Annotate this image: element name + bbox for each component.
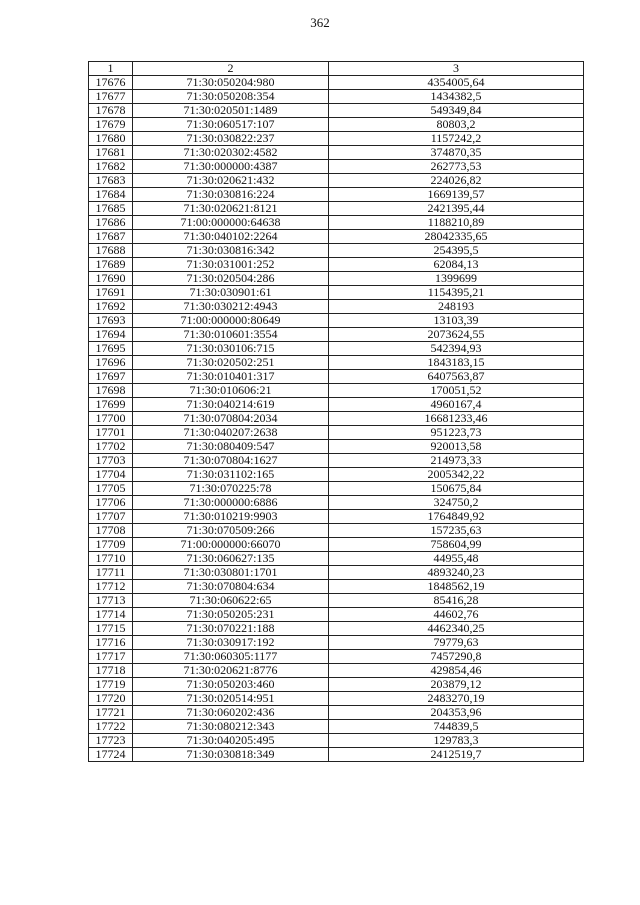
value-cell: 2073624,55 xyxy=(329,328,584,342)
cadastral-number-cell: 71:30:070804:2034 xyxy=(133,412,329,426)
table-row xyxy=(89,482,584,496)
cadastral-number-cell: 71:30:000000:6886 xyxy=(133,496,329,510)
value-cell: 542394,93 xyxy=(329,342,584,356)
value-cell: 2005342,22 xyxy=(329,468,584,482)
page-number: 362 xyxy=(310,15,330,30)
row-number-cell: 17699 xyxy=(89,398,133,412)
value-cell: 2483270,19 xyxy=(329,692,584,706)
cadastral-number-cell: 71:30:070509:266 xyxy=(133,524,329,538)
row-number-cell: 17678 xyxy=(89,104,133,118)
value-cell: 28042335,65 xyxy=(329,230,584,244)
column-header-2: 2 xyxy=(133,62,329,76)
table-body xyxy=(89,76,584,762)
value-cell: 16681233,46 xyxy=(329,412,584,426)
row-number-cell: 17724 xyxy=(89,748,133,762)
value-cell: 262773,53 xyxy=(329,160,584,174)
cadastral-number-cell: 71:30:060627:135 xyxy=(133,552,329,566)
table-row xyxy=(89,174,584,188)
cadastral-number-cell: 71:30:060622:65 xyxy=(133,594,329,608)
row-number-cell: 17690 xyxy=(89,272,133,286)
row-number-cell: 17701 xyxy=(89,426,133,440)
table-row xyxy=(89,328,584,342)
cadastral-number-cell: 71:30:020302:4582 xyxy=(133,146,329,160)
row-number-cell: 17687 xyxy=(89,230,133,244)
value-cell: 44955,48 xyxy=(329,552,584,566)
table-row xyxy=(89,734,584,748)
row-number-cell: 17694 xyxy=(89,328,133,342)
table-row xyxy=(89,664,584,678)
cadastral-number-cell: 71:00:000000:80649 xyxy=(133,314,329,328)
row-number-cell: 17721 xyxy=(89,706,133,720)
value-cell: 129783,3 xyxy=(329,734,584,748)
row-number-cell: 17700 xyxy=(89,412,133,426)
table-row xyxy=(89,748,584,762)
row-number-cell: 17693 xyxy=(89,314,133,328)
table-row xyxy=(89,300,584,314)
table-row xyxy=(89,132,584,146)
row-number-cell: 17683 xyxy=(89,174,133,188)
table-row xyxy=(89,272,584,286)
cadastral-number-cell: 71:30:020621:8121 xyxy=(133,202,329,216)
table-row xyxy=(89,650,584,664)
cadastral-number-cell: 71:30:070804:1627 xyxy=(133,454,329,468)
table-header xyxy=(89,62,584,76)
cadastral-number-cell: 71:30:020502:251 xyxy=(133,356,329,370)
table-row xyxy=(89,244,584,258)
table-row xyxy=(89,90,584,104)
column-header-1: 1 xyxy=(89,62,133,76)
cadastral-number-cell: 71:30:030901:61 xyxy=(133,286,329,300)
cadastral-number-cell: 71:30:030816:224 xyxy=(133,188,329,202)
cadastral-number-cell: 71:30:040205:495 xyxy=(133,734,329,748)
cadastral-number-cell: 71:30:030212:4943 xyxy=(133,300,329,314)
cadastral-number-cell: 71:30:050204:980 xyxy=(133,76,329,90)
value-cell: 6407563,87 xyxy=(329,370,584,384)
table-row xyxy=(89,496,584,510)
table-row xyxy=(89,454,584,468)
row-number-cell: 17715 xyxy=(89,622,133,636)
cadastral-number-cell: 71:30:030816:342 xyxy=(133,244,329,258)
table-row xyxy=(89,608,584,622)
cadastral-number-cell: 71:30:030822:237 xyxy=(133,132,329,146)
table-row xyxy=(89,468,584,482)
row-number-cell: 17688 xyxy=(89,244,133,258)
row-number-cell: 17707 xyxy=(89,510,133,524)
value-cell: 1157242,2 xyxy=(329,132,584,146)
row-number-cell: 17682 xyxy=(89,160,133,174)
table-row xyxy=(89,566,584,580)
row-number-cell: 17716 xyxy=(89,636,133,650)
table-row xyxy=(89,524,584,538)
value-cell: 1434382,5 xyxy=(329,90,584,104)
table-row xyxy=(89,538,584,552)
table-row xyxy=(89,230,584,244)
row-number-cell: 17680 xyxy=(89,132,133,146)
cadastral-number-cell: 71:30:031001:252 xyxy=(133,258,329,272)
value-cell: 1669139,57 xyxy=(329,188,584,202)
table-row xyxy=(89,594,584,608)
row-number-cell: 17698 xyxy=(89,384,133,398)
row-number-cell: 17717 xyxy=(89,650,133,664)
table-row xyxy=(89,692,584,706)
table-row xyxy=(89,258,584,272)
row-number-cell: 17723 xyxy=(89,734,133,748)
row-number-cell: 17706 xyxy=(89,496,133,510)
table-row xyxy=(89,580,584,594)
cadastral-number-cell: 71:00:000000:66070 xyxy=(133,538,329,552)
cadastral-number-cell: 71:30:070804:634 xyxy=(133,580,329,594)
value-cell: 4960167,4 xyxy=(329,398,584,412)
table-row xyxy=(89,440,584,454)
value-cell: 204353,96 xyxy=(329,706,584,720)
value-cell: 744839,5 xyxy=(329,720,584,734)
value-cell: 1399699 xyxy=(329,272,584,286)
table-row xyxy=(89,384,584,398)
table-row xyxy=(89,356,584,370)
cadastral-number-cell: 71:00:000000:64638 xyxy=(133,216,329,230)
column-header-3: 3 xyxy=(329,62,584,76)
row-number-cell: 17689 xyxy=(89,258,133,272)
row-number-cell: 17697 xyxy=(89,370,133,384)
value-cell: 79779,63 xyxy=(329,636,584,650)
cadastral-number-cell: 71:30:020621:432 xyxy=(133,174,329,188)
value-cell: 203879,12 xyxy=(329,678,584,692)
value-cell: 80803,2 xyxy=(329,118,584,132)
value-cell: 374870,35 xyxy=(329,146,584,160)
cadastral-number-cell: 71:30:030818:349 xyxy=(133,748,329,762)
table-row xyxy=(89,706,584,720)
value-cell: 920013,58 xyxy=(329,440,584,454)
value-cell: 4893240,23 xyxy=(329,566,584,580)
table-row xyxy=(89,636,584,650)
table-row xyxy=(89,286,584,300)
value-cell: 951223,73 xyxy=(329,426,584,440)
value-cell: 248193 xyxy=(329,300,584,314)
value-cell: 150675,84 xyxy=(329,482,584,496)
cadastral-number-cell: 71:30:020514:951 xyxy=(133,692,329,706)
table-row xyxy=(89,160,584,174)
value-cell: 157235,63 xyxy=(329,524,584,538)
table-row xyxy=(89,678,584,692)
cadastral-number-cell: 71:30:060517:107 xyxy=(133,118,329,132)
row-number-cell: 17681 xyxy=(89,146,133,160)
value-cell: 13103,39 xyxy=(329,314,584,328)
value-cell: 62084,13 xyxy=(329,258,584,272)
table-row xyxy=(89,342,584,356)
cadastral-number-cell: 71:30:030917:192 xyxy=(133,636,329,650)
value-cell: 224026,82 xyxy=(329,174,584,188)
table-row xyxy=(89,76,584,90)
row-number-cell: 17696 xyxy=(89,356,133,370)
row-number-cell: 17695 xyxy=(89,342,133,356)
row-number-cell: 17685 xyxy=(89,202,133,216)
table-row xyxy=(89,188,584,202)
cadastral-number-cell: 71:30:010219:9903 xyxy=(133,510,329,524)
table-row xyxy=(89,552,584,566)
cadastral-number-cell: 71:30:070225:78 xyxy=(133,482,329,496)
value-cell: 549349,84 xyxy=(329,104,584,118)
row-number-cell: 17692 xyxy=(89,300,133,314)
cadastral-number-cell: 71:30:031102:165 xyxy=(133,468,329,482)
value-cell: 324750,2 xyxy=(329,496,584,510)
row-number-cell: 17720 xyxy=(89,692,133,706)
value-cell: 44602,76 xyxy=(329,608,584,622)
value-cell: 2421395,44 xyxy=(329,202,584,216)
value-cell: 254395,5 xyxy=(329,244,584,258)
cadastral-number-cell: 71:30:030801:1701 xyxy=(133,566,329,580)
row-number-cell: 17711 xyxy=(89,566,133,580)
data-table xyxy=(88,61,584,762)
row-number-cell: 17691 xyxy=(89,286,133,300)
table-row xyxy=(89,146,584,160)
value-cell: 4462340,25 xyxy=(329,622,584,636)
row-number-cell: 17712 xyxy=(89,580,133,594)
cadastral-number-cell: 71:30:010401:317 xyxy=(133,370,329,384)
table-row xyxy=(89,216,584,230)
row-number-cell: 17719 xyxy=(89,678,133,692)
row-number-cell: 17710 xyxy=(89,552,133,566)
cadastral-number-cell: 71:30:010606:21 xyxy=(133,384,329,398)
value-cell: 758604,99 xyxy=(329,538,584,552)
cadastral-number-cell: 71:30:040102:2264 xyxy=(133,230,329,244)
value-cell: 7457290,8 xyxy=(329,650,584,664)
value-cell: 1764849,92 xyxy=(329,510,584,524)
cadastral-number-cell: 71:30:040207:2638 xyxy=(133,426,329,440)
row-number-cell: 17708 xyxy=(89,524,133,538)
table-row xyxy=(89,622,584,636)
cadastral-number-cell: 71:30:050205:231 xyxy=(133,608,329,622)
cadastral-number-cell: 71:30:000000:4387 xyxy=(133,160,329,174)
value-cell: 1154395,21 xyxy=(329,286,584,300)
row-number-cell: 17718 xyxy=(89,664,133,678)
cadastral-number-cell: 71:30:050203:460 xyxy=(133,678,329,692)
value-cell: 2412519,7 xyxy=(329,748,584,762)
row-number-cell: 17686 xyxy=(89,216,133,230)
table-row xyxy=(89,118,584,132)
cadastral-number-cell: 71:30:060202:436 xyxy=(133,706,329,720)
row-number-cell: 17704 xyxy=(89,468,133,482)
row-number-cell: 17702 xyxy=(89,440,133,454)
cadastral-number-cell: 71:30:060305:1177 xyxy=(133,650,329,664)
header-row xyxy=(89,62,584,76)
cadastral-number-cell: 71:30:050208:354 xyxy=(133,90,329,104)
value-cell: 170051,52 xyxy=(329,384,584,398)
row-number-cell: 17713 xyxy=(89,594,133,608)
table-row xyxy=(89,370,584,384)
value-cell: 1188210,89 xyxy=(329,216,584,230)
table-row xyxy=(89,202,584,216)
cadastral-number-cell: 71:30:030106:715 xyxy=(133,342,329,356)
table-row xyxy=(89,510,584,524)
row-number-cell: 17684 xyxy=(89,188,133,202)
row-number-cell: 17705 xyxy=(89,482,133,496)
table-row xyxy=(89,720,584,734)
table-row xyxy=(89,104,584,118)
row-number-cell: 17714 xyxy=(89,608,133,622)
value-cell: 429854,46 xyxy=(329,664,584,678)
row-number-cell: 17679 xyxy=(89,118,133,132)
cadastral-number-cell: 71:30:020621:8776 xyxy=(133,664,329,678)
table-row xyxy=(89,398,584,412)
table-row xyxy=(89,412,584,426)
cadastral-number-cell: 71:30:020504:286 xyxy=(133,272,329,286)
cadastral-number-cell: 71:30:010601:3554 xyxy=(133,328,329,342)
value-cell: 1848562,19 xyxy=(329,580,584,594)
value-cell: 85416,28 xyxy=(329,594,584,608)
value-cell: 214973,33 xyxy=(329,454,584,468)
table-row xyxy=(89,314,584,328)
cadastral-number-cell: 71:30:080409:547 xyxy=(133,440,329,454)
table-row xyxy=(89,426,584,440)
row-number-cell: 17676 xyxy=(89,76,133,90)
row-number-cell: 17703 xyxy=(89,454,133,468)
row-number-cell: 17677 xyxy=(89,90,133,104)
cadastral-number-cell: 71:30:080212:343 xyxy=(133,720,329,734)
row-number-cell: 17722 xyxy=(89,720,133,734)
value-cell: 4354005,64 xyxy=(329,76,584,90)
value-cell: 1843183,15 xyxy=(329,356,584,370)
cadastral-number-cell: 71:30:070221:188 xyxy=(133,622,329,636)
row-number-cell: 17709 xyxy=(89,538,133,552)
cadastral-number-cell: 71:30:040214:619 xyxy=(133,398,329,412)
cadastral-number-cell: 71:30:020501:1489 xyxy=(133,104,329,118)
